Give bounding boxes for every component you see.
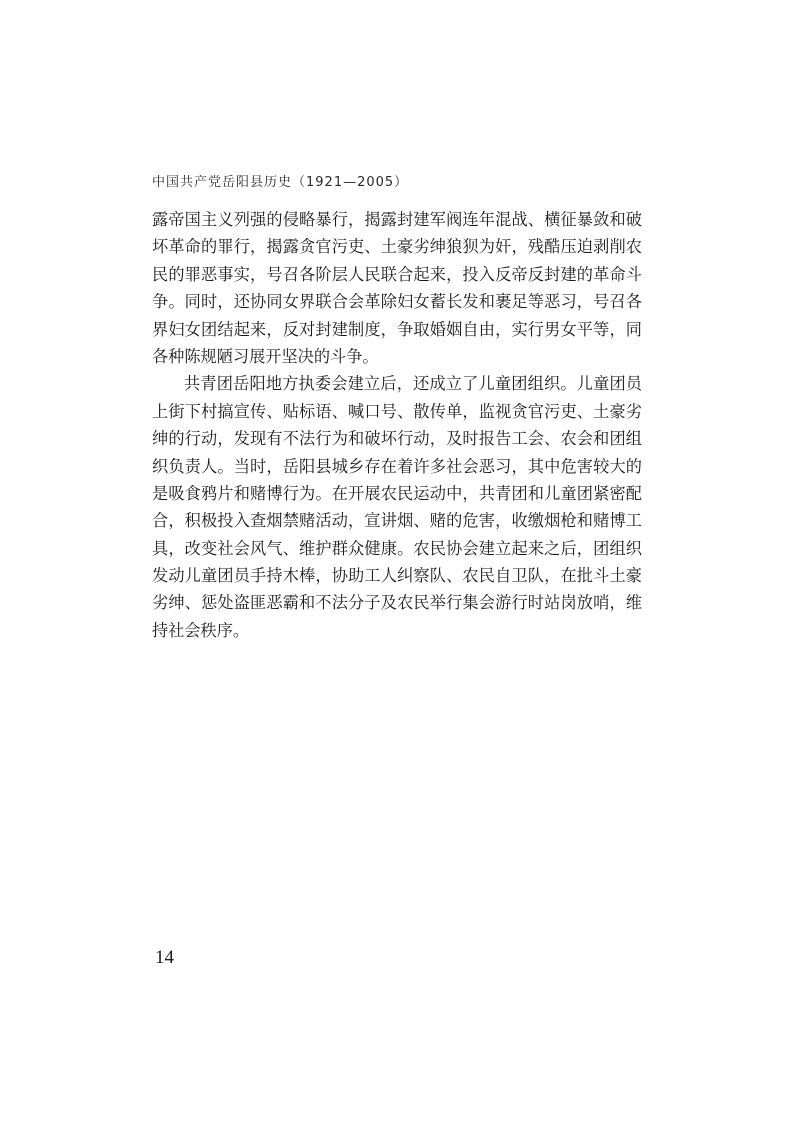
text-line: 界妇女团结起来，反对封建制度，争取婚姻自由，实行男女平等，同 <box>152 319 642 339</box>
text-line: 民的罪恶事实，号召各阶层人民联合起来，投入反帝反封建的革命斗 <box>152 264 642 284</box>
text-line: 露帝国主义列强的侵略暴行，揭露封建军阀连年混战、横征暴敛和破 <box>152 210 642 229</box>
text-line: 具，改变社会风气、维护群众健康。农民协会建立起来之后，团组织 <box>152 538 642 558</box>
page-number: 14 <box>155 947 174 968</box>
running-header: 中国共产党岳阳县历史（1921—2005） <box>152 175 409 190</box>
text-line: 是吸食鸦片和赌博行为。在开展农民运动中，共青团和儿童团紧密配 <box>152 483 642 503</box>
text-line: 坏革命的罪行，揭露贪官污吏、土豪劣绅狼狈为奸，残酷压迫剥削农 <box>152 237 642 257</box>
paragraph <box>152 370 642 644</box>
text-line: 合，积极投入查烟禁赌活动，宣讲烟、赌的危害，收缴烟枪和赌博工 <box>152 511 642 531</box>
text-line: 各种陈规陋习展开坚决的斗争。 <box>152 346 379 366</box>
text-line: 劣绅、惩处盗匪恶霸和不法分子及农民举行集会游行时站岗放哨，维 <box>152 593 642 613</box>
text-line: 发动儿童团员手持木棒，协助工人纠察队、农民自卫队，在批斗土豪 <box>152 566 642 586</box>
paragraph <box>152 206 642 370</box>
text-line: 绅的行动，发现有不法行为和破坏行动，及时报告工会、农会和团组 <box>152 429 642 449</box>
text-line: 织负责人。当时，岳阳县城乡存在着许多社会恶习，其中危害较大的 <box>152 456 642 476</box>
text-line: 上街下村搞宣传、贴标语、喊口号、散传单，监视贪官污吏、土豪劣 <box>152 401 642 421</box>
text-line: 持社会秩序。 <box>152 620 250 640</box>
text-line: 共青团岳阳地方执委会建立后，还成立了儿童团组织。儿童团员 <box>184 374 642 394</box>
text-line: 争。同时，还协同女界联合会革除妇女蓄长发和裹足等恶习，号召各 <box>152 292 642 312</box>
body-text <box>152 206 642 644</box>
